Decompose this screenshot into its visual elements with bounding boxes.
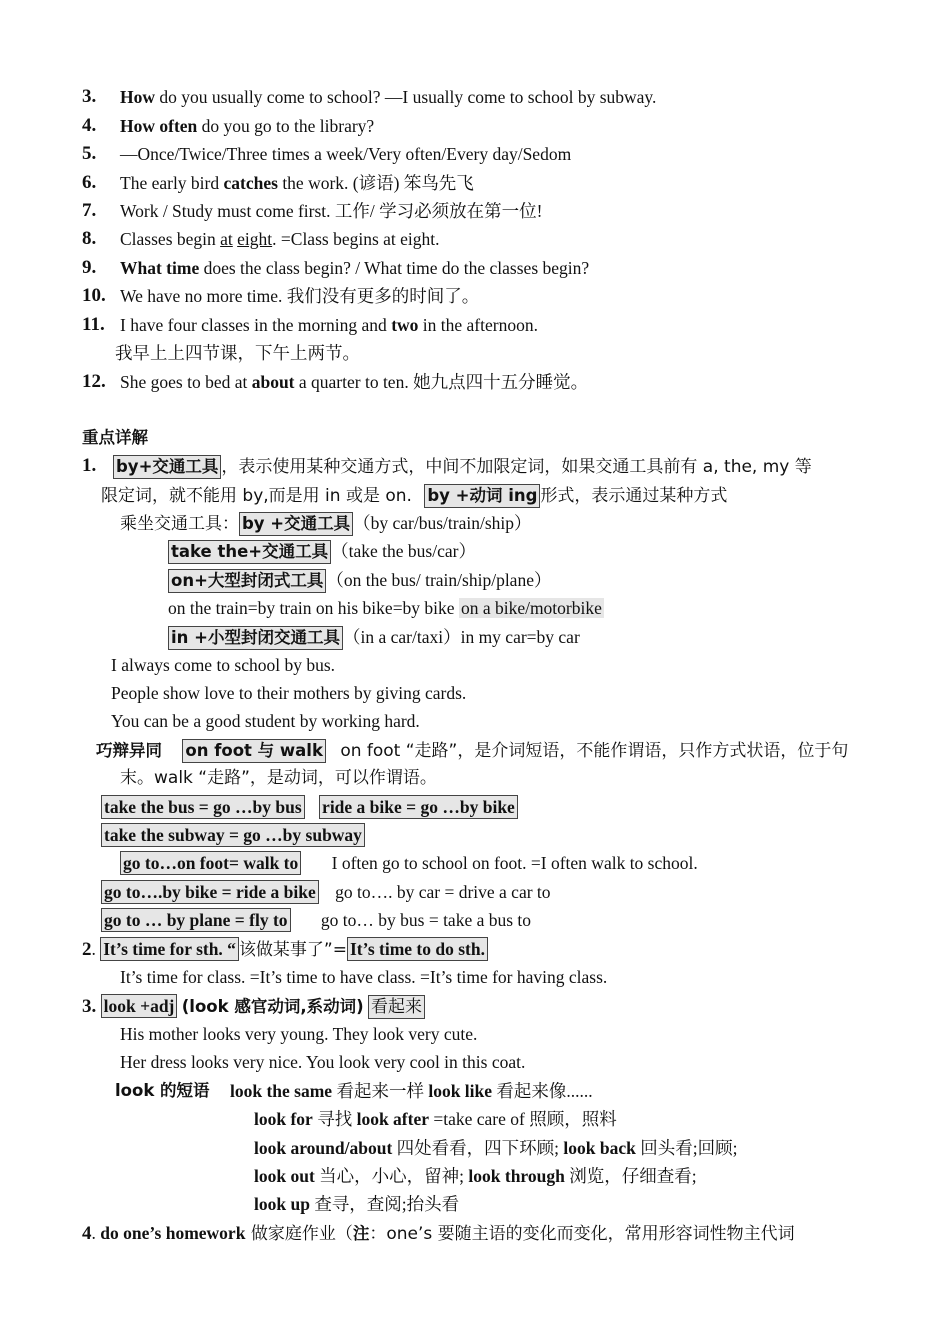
text-run: look around/about: [254, 1138, 393, 1158]
in-line: [168, 624, 580, 650]
example-2: People show love to their mothers by giving cards.: [111, 683, 467, 703]
text: 乘坐交通工具：: [120, 514, 239, 534]
text-run: The early bird: [120, 173, 224, 193]
text-run: Work / Study must come first. 工作/ 学习必须放在第一位!: [120, 201, 543, 221]
text-run: 我早上上四节课，下午上两节。: [115, 343, 360, 363]
keyword-box: on foot 与 walk: [182, 739, 326, 763]
ride-line: [120, 510, 532, 537]
keyword-box: on+大型封闭式工具: [168, 569, 326, 593]
keyword-box: go to….by bike = ride a bike: [101, 880, 319, 904]
equivalence-row-2: [101, 822, 365, 848]
text: 做家庭作业（: [245, 1224, 353, 1244]
text-run: 回头看;回顾;: [635, 1138, 738, 1158]
text-run: I have four classes in the morning and: [120, 315, 392, 335]
text-run: Classes begin: [120, 229, 221, 249]
text-run: look back: [563, 1138, 636, 1158]
point-4-number: 4: [82, 1223, 92, 1244]
item-number: 4.: [82, 115, 97, 136]
text-run: in the afternoon.: [418, 315, 538, 335]
text-run: 浏览，仔细查看;: [564, 1166, 697, 1186]
keyword-box: look +adj: [101, 994, 178, 1018]
text-run: about: [251, 372, 295, 392]
keyword-box: ride a bike = go …by bike: [319, 795, 518, 819]
text-run: eight: [237, 229, 273, 249]
compare-line-1: [96, 737, 848, 764]
compare-line-2: 末。walk “走路”，是动词，可以作谓语。: [120, 768, 437, 788]
list-item: [120, 170, 474, 196]
text-run: look out: [254, 1166, 315, 1186]
text-run: two: [391, 315, 419, 335]
phrase-row: [230, 1078, 593, 1104]
item-number: 5.: [82, 143, 97, 164]
note-label: 注: [352, 1224, 370, 1243]
text-run: 查寻，查阅;抬头看: [309, 1194, 460, 1214]
text-run: She goes to bed at: [120, 372, 252, 392]
text: （on the bus/ train/ship/plane）: [326, 570, 552, 590]
keyword-box: take the subway = go …by subway: [101, 823, 365, 847]
text-run: look the same: [230, 1081, 333, 1101]
phrase-label: look 的短语: [115, 1081, 210, 1100]
text-run: look like: [428, 1081, 493, 1101]
list-item: [120, 226, 440, 252]
equivalence-row-4: [101, 879, 551, 905]
text-run: catches: [223, 173, 278, 193]
text-run: How often: [120, 116, 198, 136]
text-run: 四处看看，四下环顾;: [392, 1138, 564, 1158]
text-run: 看起来一样: [332, 1081, 429, 1101]
list-item: [120, 113, 374, 139]
text-run: How: [120, 87, 155, 107]
on-line: [168, 567, 551, 593]
text: 该做某事了”=: [238, 940, 347, 960]
text: go to…. by car = drive a car to: [335, 882, 551, 902]
text-run: a quarter to ten. 她九点四十五分睡觉。: [294, 372, 589, 392]
example-1: I always come to school by bus.: [111, 655, 336, 675]
train-line: [168, 595, 604, 621]
keyword-box: take the bus = go …by bus: [101, 795, 305, 819]
text-run: at: [220, 229, 233, 249]
section-title: 重点详解: [82, 428, 148, 447]
keyword-box: by +动词 ing: [424, 484, 540, 508]
text: on foot “走路”，是介词短语，不能作谓语，只作方式状语，位于句: [340, 741, 849, 761]
text-run: do you usually come to school? —I usually come to school by subway.: [155, 87, 657, 107]
phrase-row: [254, 1106, 617, 1132]
keyword-box: 看起来: [368, 995, 425, 1019]
text-run: look for: [254, 1109, 313, 1129]
keyword-box: take the+交通工具: [168, 540, 331, 564]
point-3-line: [82, 993, 425, 1020]
item-number: 6.: [82, 172, 97, 193]
text-run: . =Class begins at eight.: [272, 229, 440, 249]
text-run: does the class begin? / What time do the classes begin?: [199, 258, 590, 278]
list-item: [120, 255, 589, 281]
take-line: [168, 538, 476, 564]
point-2-line: 2. It’s time for sth. “ 该做某事了”= It’s time to do sth.: [82, 936, 488, 963]
item-number: 3.: [82, 86, 97, 107]
point-1-line-2: [101, 482, 727, 509]
keyword-box: by+交通工具: [113, 455, 221, 479]
keyword-box: It’s time for sth. “: [100, 937, 239, 961]
point-2-number: 2: [82, 939, 92, 960]
text: 形式，表示通过某种方式: [540, 486, 728, 506]
keyword-box: It’s time to do sth.: [347, 937, 488, 961]
text-run: What time: [120, 258, 200, 278]
point-3-example-2: Her dress looks very nice. You look very cool in this coat.: [120, 1052, 526, 1072]
text: on the train=by train on his bike=by bike: [168, 598, 459, 618]
keyword-box: in +小型封闭交通工具: [168, 626, 343, 650]
item-number: 12.: [82, 371, 106, 392]
text-run: —Once/Twice/Three times a week/Very often/Every day/Sedom: [120, 144, 572, 164]
keyword-box: by +交通工具: [239, 512, 353, 536]
point-4-line: 4. do one’s homework 做家庭作业（注：one’s 要随主语的变化而变化，常用形容词性物主代词: [82, 1223, 795, 1244]
text-run: 寻找: [312, 1109, 357, 1129]
item-number: 8.: [82, 228, 97, 249]
item-number: 9.: [82, 257, 97, 278]
text-run: do you go to the library?: [197, 116, 375, 136]
list-item: [115, 340, 360, 366]
point-1-line-1: [113, 453, 812, 480]
text: go to… by bus = take a bus to: [320, 910, 532, 930]
text: （take the bus/car）: [331, 541, 476, 561]
text: （in a car/taxi）in my car=by car: [342, 627, 580, 647]
equivalence-row-1: [101, 794, 518, 820]
list-item: [120, 198, 542, 224]
text-run: =take care of 照顾，照料: [429, 1109, 617, 1129]
compare-label: 巧辩异同: [96, 741, 162, 760]
example-3: You can be a good student by working hard.: [111, 711, 420, 731]
item-number: 7.: [82, 200, 97, 221]
list-item: [120, 312, 538, 338]
phrase-row: [254, 1135, 737, 1161]
text-run: look up: [254, 1194, 310, 1214]
text: 限定词，就不能用 by,而是用 in 或是 on.: [101, 486, 412, 506]
text-run: look through: [468, 1166, 565, 1186]
text: （by car/bus/train/ship）: [353, 513, 532, 533]
item-number: 10.: [82, 285, 106, 306]
item-number: 11.: [82, 314, 105, 335]
text: I often go to school on foot. =I often walk to school.: [331, 853, 698, 873]
point-3-number: 3.: [82, 996, 97, 1017]
phrase-row: [254, 1163, 697, 1189]
text: (look 感官动词,系动词): [181, 997, 364, 1016]
equivalence-row-3: [120, 850, 698, 876]
point-1-number: 1.: [82, 455, 97, 476]
text-run: We have no more time. 我们没有更多的时间了。: [120, 286, 480, 306]
text-run: 当心，小心，留神;: [314, 1166, 469, 1186]
equivalence-row-5: [101, 907, 531, 933]
shaded-phrase: on a bike/motorbike: [460, 598, 602, 618]
list-item: [120, 283, 479, 309]
text-run: 看起来像......: [492, 1081, 593, 1101]
list-item: [120, 84, 656, 110]
keyword-box: go to … by plane = fly to: [101, 908, 291, 932]
text: ，表示使用某种交通方式，中间不加限定词，如果交通工具前有 a, the, my 等: [221, 457, 812, 477]
phrase-row: [254, 1191, 459, 1217]
text-run: the work. (谚语) 笨鸟先飞: [277, 173, 474, 193]
keyword-box: go to…on foot= walk to: [120, 851, 301, 875]
point-2-example: It’s time for class. =It’s time to have class. =It’s time for having class.: [120, 967, 608, 987]
text: ：one’s 要随主语的变化而变化，常用形容词性物主代词: [369, 1224, 795, 1244]
text: do one’s homework: [100, 1223, 246, 1243]
list-item: [120, 141, 571, 167]
point-3-example-1: His mother looks very young. They look very cute.: [120, 1024, 478, 1044]
text-run: look after: [356, 1109, 429, 1129]
list-item: [120, 369, 588, 395]
